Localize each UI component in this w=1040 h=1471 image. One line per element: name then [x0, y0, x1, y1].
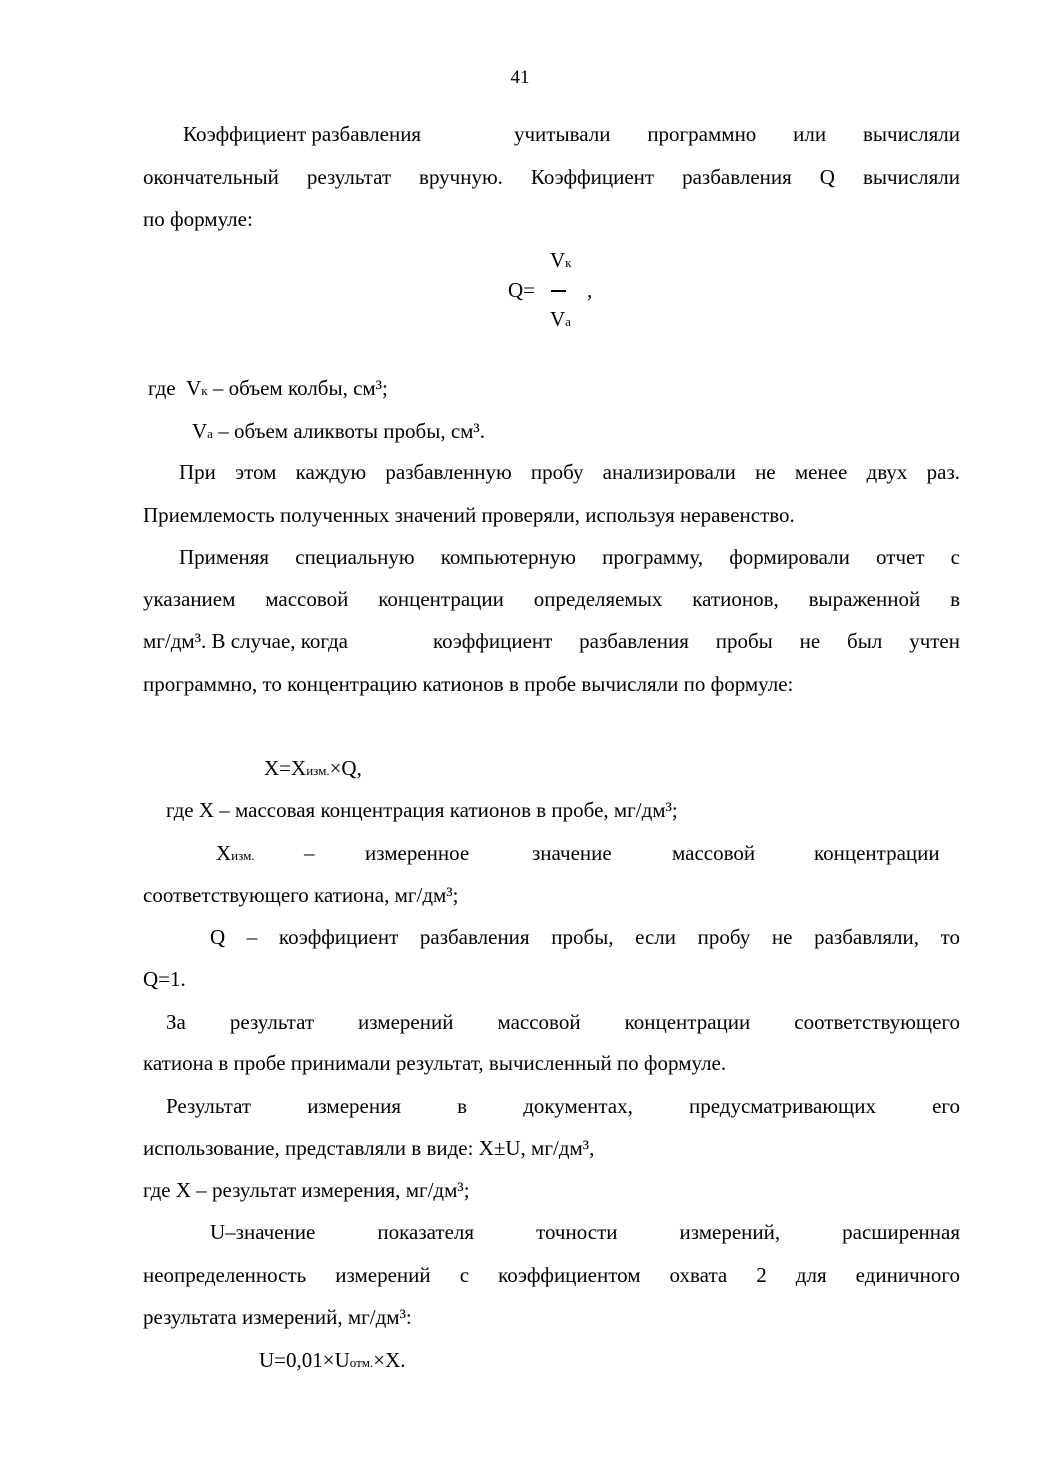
q-def-line1: Q – коэффициент разбавления пробы, если пробу не разбавляли, то — [210, 925, 960, 949]
para5-line3: где X – результат измерения, мг/дм³; — [143, 1178, 470, 1202]
para4-line2: катиона в пробе принимали результат, вычисленный по формуле. — [143, 1051, 727, 1075]
para3-line1: Применяя специальную компьютерную программу, формировали отчет с — [179, 545, 960, 569]
xizm-word-3: массовой — [672, 841, 756, 865]
xizm-line2: соответствующего катиона, мг/дм³; — [143, 883, 459, 907]
formula-q-numerator: Vк — [550, 248, 572, 272]
q-def-line2: Q=1. — [143, 967, 186, 991]
formula-x: X=Xизм.×Q, — [264, 756, 362, 780]
para6-line2: неопределенность измерений с коэффициентом охвата 2 для единичного — [143, 1263, 960, 1287]
where-va-line: Vа – объем аликвоты пробы, см³. — [192, 419, 485, 443]
para6-line1: U–значение показателя точности измерений, расширенная — [210, 1220, 960, 1244]
xizm-word-4: концентрации — [814, 841, 940, 865]
para4-line1: За результат измерений массовой концентрации соответствующего — [166, 1010, 960, 1034]
formula-q-denominator: Vа — [550, 307, 571, 331]
para6-line3: результата измерений, мг/дм³: — [143, 1305, 412, 1329]
para2-line2: Приемлемость полученных значений проверяли, используя неравенство. — [143, 503, 795, 527]
page-number: 41 — [510, 67, 530, 88]
para1-line3: по формуле: — [143, 207, 253, 231]
where-x-line: где X – массовая концентрация катионов в пробе, мг/дм³; — [166, 798, 678, 822]
formula-q-lhs: Q= — [508, 278, 536, 302]
para5-line1: Результат измерения в документах, предусматривающих его — [166, 1094, 960, 1118]
xizm-word-1: измеренное — [365, 841, 470, 865]
para3-line3-part-a: мг/дм³. В случае, когда — [143, 629, 348, 653]
para3-line2: указанием массовой концентрации определяемых катионов, выраженной в — [143, 587, 960, 611]
para3-line4: программно, то концентрацию катионов в пробе вычисляли по формуле: — [143, 672, 794, 696]
para2-line1: При этом каждую разбавленную пробу анализировали не менее двух раз. — [179, 460, 960, 484]
para5-line2: использование, представляли в виде: X±U, мг/дм³, — [143, 1136, 595, 1160]
xizm-dash: – — [304, 841, 315, 865]
para1-line1-part-a: Коэффициент разбавления — [183, 122, 422, 146]
para3-line3-part-b: коэффициент разбавления пробы не был учтен — [433, 629, 960, 653]
formula-q-comma: , — [587, 278, 593, 302]
fraction-bar — [551, 290, 566, 292]
para1-line2: окончательный результат вручную. Коэффициент разбавления Q вычисляли — [143, 165, 960, 189]
xizm-word-2: значение — [532, 841, 612, 865]
para1-line1-part-b: учитывали программно или вычисляли — [514, 122, 960, 146]
where-vk-line: где Vк – объем колбы, см³; — [148, 376, 388, 400]
formula-u: U=0,01×Uотм.×X. — [259, 1348, 406, 1372]
xizm-symbol: Xизм. — [216, 841, 255, 865]
